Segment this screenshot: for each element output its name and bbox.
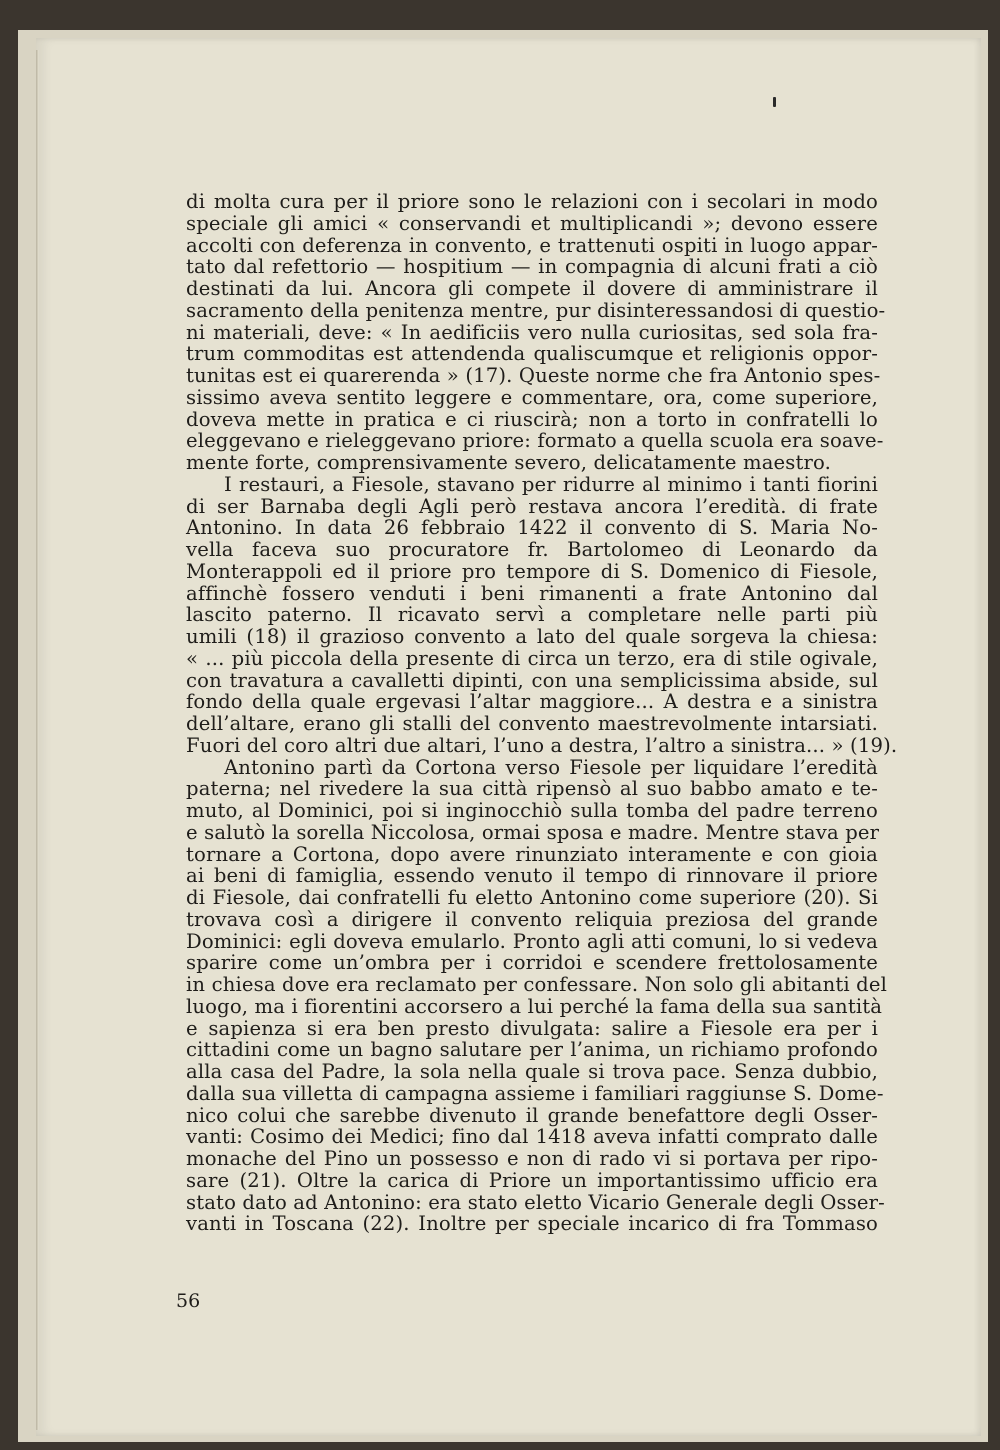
text-line: trovava così a dirigere il convento reliquia preziosa del grande	[186, 907, 878, 931]
text-line: « ... più piccola della presente di circa un terzo, era di stile ogivale,	[186, 646, 878, 670]
text-line: destinati da lui. Ancora gli compete il dovere di amministrare il	[186, 277, 878, 300]
text-line: dalla sua villetta di campagna assieme i familiari raggiunse S. Dome-	[186, 1081, 884, 1105]
text-line: nico colui che sarebbe divenuto il grande benefattore degli Osser-	[186, 1103, 878, 1127]
text-line: sparire come un’ombra per i corridoi e scendere frettolosamente	[186, 951, 878, 975]
text-line: alla casa del Padre, la sola nella quale si trova pace. Senza dubbio,	[186, 1060, 878, 1083]
text-line: eleggevano e rieleggevano priore: formato a quella scuola era soave-	[186, 429, 884, 453]
text-line: doveva mette in pratica e ci riuscirà; non a torto in confratelli lo	[186, 407, 878, 431]
text-line: ai beni di famiglia, essendo venuto il tempo di rinnovare il priore	[186, 864, 878, 888]
text-line: di ser Barnaba degli Agli però restava ancora l’eredità. di frate	[186, 494, 878, 518]
text-line: in chiesa dove era reclamato per confessare. Non solo gli abitanti del	[186, 973, 888, 996]
text-line: ni materiali, deve: « In aedificiis vero nulla curiositas, sed sola fra-	[186, 320, 878, 344]
text-line: con travatura a cavalletti dipinti, con una semplicissima abside, sul	[186, 668, 878, 692]
text-line: fondo della quale ergevasi l’altar maggiore... A destra e a sinistra	[186, 690, 878, 714]
text-line: vanti: Cosimo dei Medici; fino dal 1418 aveva infatti comprato dalle	[186, 1125, 878, 1149]
text-line: umili (18) il grazioso convento a lato del quale sorgeva la chiesa:	[186, 625, 878, 648]
text-line: I restauri, a Fiesole, stavano per ridurre al minimo i tanti fiorini	[224, 472, 878, 496]
ink-mark	[773, 97, 776, 107]
text-line: e sapienza si era ben presto divulgata: salire a Fiesole era per i	[186, 1016, 878, 1040]
page-number: 56	[176, 1290, 201, 1312]
text-line: trum commoditas est attendenda qualiscumque et religionis oppor-	[186, 342, 878, 366]
text-line: di molta cura per il priore sono le relazioni con i secolari in modo	[186, 190, 878, 213]
text-line: tunitas est ei quarerenda » (17). Queste norme che fra Antonio spes-	[186, 364, 881, 387]
text-line: Fuori del coro altri due altari, l’uno a destra, l’altro a sinistra... » (19).	[186, 733, 898, 757]
text-line: Antonino. In data 26 febbraio 1422 il convento di S. Maria No-	[186, 516, 878, 540]
text-line: Monterappoli ed il priore pro tempore di S. Domenico di Fiesole,	[186, 559, 878, 583]
text-line: monache del Pino un possesso e non di rado vi si portava per ripo-	[186, 1147, 878, 1170]
text-line: sacramento della penitenza mentre, pur disinteressandosi di questio-	[186, 298, 886, 322]
text-line: tornare a Cortona, dopo avere rinunziato interamente e con gioia	[186, 842, 878, 866]
text-line: Dominici: egli doveva emularlo. Pronto agli atti comuni, lo si vedeva	[186, 929, 878, 953]
text-line: stato dato ad Antonino: era stato eletto Vicario Generale degli Osser-	[186, 1190, 885, 1214]
paragraph	[186, 755, 888, 1236]
text-line: luogo, ma i fiorentini accorsero a lui perché la fama della sua santità	[186, 994, 883, 1018]
text-line: vanti in Toscana (22). Inoltre per speciale incarico di fra Tommaso	[186, 1212, 878, 1236]
page-gutter	[36, 50, 39, 1430]
text-line: muto, al Dominici, poi si inginocchiò sulla tomba del padre terreno	[186, 799, 878, 822]
text-line: sare (21). Oltre la carica di Priore un importantissimo ufficio era	[186, 1168, 878, 1192]
paragraph	[186, 190, 886, 474]
text-line: dell’altare, erano gli stalli del convento maestrevolmente intarsiati.	[186, 712, 878, 735]
text-line: Antonino partì da Cortona verso Fiesole per liquidare l’eredità	[224, 755, 878, 779]
text-line: cittadini come un bagno salutare per l’anima, un richiamo profondo	[186, 1038, 878, 1062]
text-line: accolti con deferenza in convento, e trattenuti ospiti in luogo appar-	[186, 233, 878, 257]
text-line: speciale gli amici « conservandi et multiplicandi »; devono essere	[186, 211, 878, 235]
text-line: mente forte, comprensivamente severo, delicatamente maestro.	[186, 451, 832, 474]
text-line: e salutò la sorella Niccolosa, ormai sposa e madre. Mentre stava per	[186, 820, 880, 844]
text-line: vella faceva suo procuratore fr. Bartolomeo di Leonardo da	[186, 538, 878, 561]
paragraph	[186, 472, 898, 757]
text-line: sissimo aveva sentito leggere e commentare, ora, come superiore,	[186, 385, 878, 409]
text-line: lascito paterno. Il ricavato servì a completare nelle parti più	[186, 603, 878, 627]
text-line: di Fiesole, dai confratelli fu eletto Antonino come superiore (20). Si	[186, 886, 878, 909]
text-line: affinchè fossero venduti i beni rimanenti a frate Antonino dal	[186, 581, 878, 605]
text-line: paterna; nel rivedere la sua città ripensò al suo babbo amato e te-	[186, 777, 878, 801]
text-line: tato dal refettorio — hospitium — in compagnia di alcuni frati a ciò	[186, 255, 878, 279]
body-text	[186, 190, 898, 1236]
